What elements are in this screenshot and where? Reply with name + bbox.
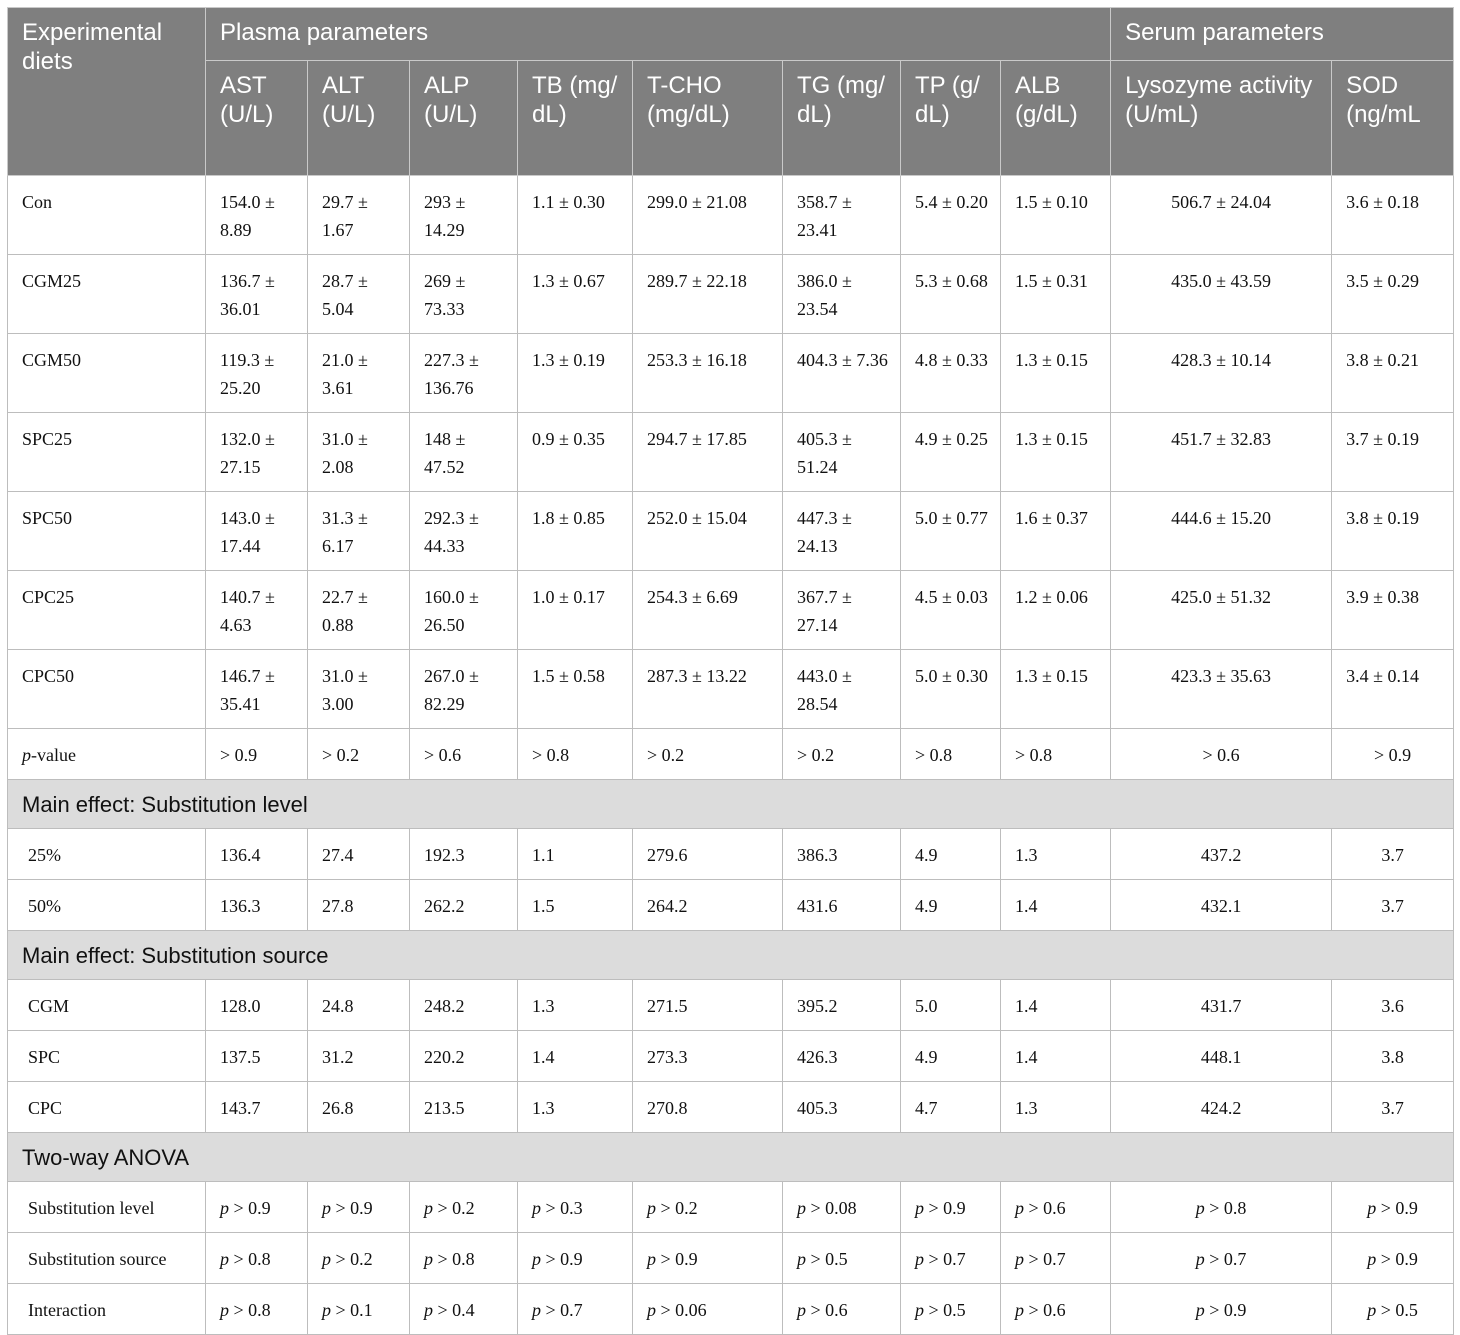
cell-tp (901, 1182, 1001, 1233)
cell-tb: 1.0 ± 0.17 (518, 571, 633, 650)
row-label: 50% (8, 880, 206, 931)
cell-tg (783, 1233, 901, 1284)
cell-ast: 136.3 (206, 880, 308, 931)
cell-sod (1332, 1284, 1454, 1335)
cell-sod: 3.6 ± 0.18 (1332, 176, 1454, 255)
row-label-diet: CPC25 (8, 571, 206, 650)
cell-ast: 146.7 ± 35.41 (206, 650, 308, 729)
cell-sod: 3.4 ± 0.14 (1332, 650, 1454, 729)
section-heading: Main effect: Substitution level (8, 780, 1454, 829)
p-threshold: > 0.06 (660, 1300, 707, 1320)
cell-sod (1332, 1182, 1454, 1233)
column-header-alt: ALT (U/L) (308, 61, 410, 176)
p-symbol: p (915, 1300, 924, 1320)
cell-alb: 1.2 ± 0.06 (1001, 571, 1111, 650)
cell-sod: 3.8 ± 0.21 (1332, 334, 1454, 413)
cell-tg: > 0.2 (783, 729, 901, 780)
cell-tp: 5.0 ± 0.30 (901, 650, 1001, 729)
cell-tp: 5.3 ± 0.68 (901, 255, 1001, 334)
cell-alt: 31.3 ± 6.17 (308, 492, 410, 571)
cell-alb (1001, 1182, 1111, 1233)
p-symbol: p (915, 1198, 924, 1218)
cell-alt (308, 1233, 410, 1284)
p-threshold: > 0.6 (810, 1300, 848, 1320)
p-threshold: > 0.9 (1209, 1300, 1247, 1320)
p-symbol: p (424, 1198, 433, 1218)
row-label: SPC (8, 1031, 206, 1082)
cell-t-cho: 264.2 (633, 880, 783, 931)
cell-tp: 4.9 (901, 880, 1001, 931)
cell-tg: 358.7 ± 23.41 (783, 176, 901, 255)
cell-alt (308, 1182, 410, 1233)
cell-sod: 3.7 (1332, 1082, 1454, 1133)
p-symbol: p (1367, 1249, 1377, 1269)
cell-tp: 4.9 (901, 1031, 1001, 1082)
cell-tb: 1.4 (518, 1031, 633, 1082)
row-label-diet: CGM50 (8, 334, 206, 413)
cell-alb: 1.3 (1001, 829, 1111, 880)
p-symbol: p (647, 1300, 656, 1320)
p-threshold: > 0.8 (437, 1249, 475, 1269)
cell-tb: 1.3 ± 0.19 (518, 334, 633, 413)
cell-lysozyme (1111, 1182, 1332, 1233)
cell-lysozyme: 435.0 ± 43.59 (1111, 255, 1332, 334)
cell-alt: 29.7 ± 1.67 (308, 176, 410, 255)
cell-alp: > 0.6 (410, 729, 518, 780)
cell-lysozyme: 428.3 ± 10.14 (1111, 334, 1332, 413)
p-threshold: > 0.9 (545, 1249, 583, 1269)
cell-sod: 3.6 (1332, 980, 1454, 1031)
cell-ast: 143.7 (206, 1082, 308, 1133)
cell-sod: 3.7 (1332, 829, 1454, 880)
table-row (8, 334, 1454, 413)
pvalue-label-italic: p (22, 745, 31, 765)
cell-tp: 4.7 (901, 1082, 1001, 1133)
p-threshold: > 0.9 (1380, 1249, 1418, 1269)
header-serum-parameters: Serum parameters (1111, 8, 1454, 61)
p-symbol: p (647, 1249, 656, 1269)
cell-tg: 404.3 ± 7.36 (783, 334, 901, 413)
cell-lysozyme: 425.0 ± 51.32 (1111, 571, 1332, 650)
row-label-diet: CPC50 (8, 650, 206, 729)
cell-tb (518, 1284, 633, 1335)
p-symbol: p (532, 1300, 541, 1320)
cell-alp: 227.3 ± 136.76 (410, 334, 518, 413)
cell-alt: 27.8 (308, 880, 410, 931)
cell-alp (410, 1233, 518, 1284)
cell-alt: 31.0 ± 3.00 (308, 650, 410, 729)
cell-alb: 1.4 (1001, 880, 1111, 931)
cell-lysozyme: 506.7 ± 24.04 (1111, 176, 1332, 255)
section-heading: Main effect: Substitution source (8, 931, 1454, 980)
row-label: Substitution source (8, 1233, 206, 1284)
table-row (8, 880, 1454, 931)
cell-tg: 426.3 (783, 1031, 901, 1082)
cell-alb (1001, 1284, 1111, 1335)
p-symbol: p (532, 1198, 541, 1218)
cell-alt: 22.7 ± 0.88 (308, 571, 410, 650)
cell-alp (410, 1182, 518, 1233)
cell-alp (410, 1284, 518, 1335)
cell-sod: 3.8 (1332, 1031, 1454, 1082)
cell-tp: 4.8 ± 0.33 (901, 334, 1001, 413)
cell-alb: 1.6 ± 0.37 (1001, 492, 1111, 571)
header-plasma-parameters: Plasma parameters (206, 8, 1111, 61)
cell-alb: 1.4 (1001, 1031, 1111, 1082)
cell-alt: 26.8 (308, 1082, 410, 1133)
p-symbol: p (424, 1249, 433, 1269)
p-symbol: p (797, 1198, 806, 1218)
table-row-anova (8, 1284, 1454, 1335)
cell-tp: 5.4 ± 0.20 (901, 176, 1001, 255)
cell-t-cho: 289.7 ± 22.18 (633, 255, 783, 334)
table-row (8, 255, 1454, 334)
p-symbol: p (797, 1300, 806, 1320)
cell-sod: 3.5 ± 0.29 (1332, 255, 1454, 334)
table-row (8, 829, 1454, 880)
p-threshold: > 0.8 (233, 1300, 271, 1320)
p-symbol: p (220, 1249, 229, 1269)
cell-alt: 24.8 (308, 980, 410, 1031)
cell-t-cho (633, 1284, 783, 1335)
cell-sod: 3.9 ± 0.38 (1332, 571, 1454, 650)
cell-ast: 128.0 (206, 980, 308, 1031)
cell-tg: 386.0 ± 23.54 (783, 255, 901, 334)
cell-alb: 1.3 ± 0.15 (1001, 334, 1111, 413)
header-experimental-diets: Experimental diets (8, 8, 206, 176)
cell-t-cho: > 0.2 (633, 729, 783, 780)
cell-tg: 367.7 ± 27.14 (783, 571, 901, 650)
cell-tg: 443.0 ± 28.54 (783, 650, 901, 729)
p-symbol: p (1195, 1300, 1205, 1320)
column-header-tb: TB (mg/ dL) (518, 61, 633, 176)
column-header-tg: TG (mg/ dL) (783, 61, 901, 176)
cell-ast (206, 1182, 308, 1233)
cell-alp: 148 ± 47.52 (410, 413, 518, 492)
cell-alt: 28.7 ± 5.04 (308, 255, 410, 334)
table-row (8, 492, 1454, 571)
cell-alp: 220.2 (410, 1031, 518, 1082)
cell-alp: 262.2 (410, 880, 518, 931)
cell-alp: 293 ± 14.29 (410, 176, 518, 255)
cell-t-cho (633, 1182, 783, 1233)
p-symbol: p (532, 1249, 541, 1269)
table-row-anova (8, 1233, 1454, 1284)
p-threshold: > 0.2 (437, 1198, 475, 1218)
row-label-diet: SPC25 (8, 413, 206, 492)
cell-alb: 1.3 ± 0.15 (1001, 650, 1111, 729)
cell-t-cho: 294.7 ± 17.85 (633, 413, 783, 492)
cell-alp: 269 ± 73.33 (410, 255, 518, 334)
cell-tp: 4.9 ± 0.25 (901, 413, 1001, 492)
p-threshold: > 0.7 (928, 1249, 966, 1269)
p-threshold: > 0.5 (810, 1249, 848, 1269)
p-threshold: > 0.7 (1028, 1249, 1066, 1269)
cell-t-cho: 252.0 ± 15.04 (633, 492, 783, 571)
cell-tp (901, 1233, 1001, 1284)
p-symbol: p (1015, 1249, 1024, 1269)
p-threshold: > 0.5 (1380, 1300, 1418, 1320)
cell-t-cho: 273.3 (633, 1031, 783, 1082)
cell-tg: 405.3 ± 51.24 (783, 413, 901, 492)
cell-tp: 5.0 (901, 980, 1001, 1031)
cell-alp: 213.5 (410, 1082, 518, 1133)
column-header-alb: ALB (g/dL) (1001, 61, 1111, 176)
section-row-level (8, 780, 1454, 829)
p-threshold: > 0.3 (545, 1198, 583, 1218)
cell-lysozyme: 437.2 (1111, 829, 1332, 880)
table-row-anova (8, 1182, 1454, 1233)
cell-tb: 0.9 ± 0.35 (518, 413, 633, 492)
p-symbol: p (1015, 1300, 1024, 1320)
row-label: CPC (8, 1082, 206, 1133)
p-threshold: > 0.2 (335, 1249, 373, 1269)
cell-alp: 248.2 (410, 980, 518, 1031)
cell-tb: 1.5 ± 0.58 (518, 650, 633, 729)
p-threshold: > 0.9 (335, 1198, 373, 1218)
p-symbol: p (1195, 1249, 1205, 1269)
p-threshold: > 0.9 (233, 1198, 271, 1218)
cell-ast: > 0.9 (206, 729, 308, 780)
section-row-source (8, 931, 1454, 980)
column-header-sod: SOD (ng/mL (1332, 61, 1454, 176)
cell-alt: 21.0 ± 3.61 (308, 334, 410, 413)
cell-ast: 140.7 ± 4.63 (206, 571, 308, 650)
p-threshold: > 0.8 (1209, 1198, 1247, 1218)
cell-tg: 395.2 (783, 980, 901, 1031)
cell-tb: > 0.8 (518, 729, 633, 780)
p-threshold: > 0.1 (335, 1300, 373, 1320)
cell-alb (1001, 1233, 1111, 1284)
p-threshold: > 0.7 (545, 1300, 583, 1320)
p-symbol: p (424, 1300, 433, 1320)
cell-sod: 3.7 ± 0.19 (1332, 413, 1454, 492)
cell-alb: 1.3 (1001, 1082, 1111, 1133)
row-label-pvalue (8, 729, 206, 780)
column-header-tp: TP (g/ dL) (901, 61, 1001, 176)
table-row (8, 650, 1454, 729)
cell-alt: 27.4 (308, 829, 410, 880)
cell-tp: 5.0 ± 0.77 (901, 492, 1001, 571)
table-row (8, 980, 1454, 1031)
cell-alt: > 0.2 (308, 729, 410, 780)
results-table (7, 7, 1454, 1335)
cell-t-cho: 253.3 ± 16.18 (633, 334, 783, 413)
cell-ast: 132.0 ± 27.15 (206, 413, 308, 492)
cell-t-cho: 287.3 ± 13.22 (633, 650, 783, 729)
cell-ast: 136.4 (206, 829, 308, 880)
p-symbol: p (322, 1198, 331, 1218)
cell-alp: 160.0 ± 26.50 (410, 571, 518, 650)
column-header-ast: AST (U/L) (206, 61, 308, 176)
cell-lysozyme: 424.2 (1111, 1082, 1332, 1133)
p-symbol: p (322, 1300, 331, 1320)
row-label: 25% (8, 829, 206, 880)
cell-tb: 1.1 ± 0.30 (518, 176, 633, 255)
cell-t-cho: 279.6 (633, 829, 783, 880)
cell-t-cho (633, 1233, 783, 1284)
p-symbol: p (1367, 1300, 1377, 1320)
cell-lysozyme: 444.6 ± 15.20 (1111, 492, 1332, 571)
cell-t-cho: 270.8 (633, 1082, 783, 1133)
cell-tb: 1.3 (518, 980, 633, 1031)
p-threshold: > 0.6 (1028, 1198, 1066, 1218)
row-label-diet: SPC50 (8, 492, 206, 571)
cell-alb: 1.3 ± 0.15 (1001, 413, 1111, 492)
p-threshold: > 0.2 (660, 1198, 698, 1218)
cell-tp: > 0.8 (901, 729, 1001, 780)
cell-lysozyme: 451.7 ± 32.83 (1111, 413, 1332, 492)
p-threshold: > 0.8 (233, 1249, 271, 1269)
cell-tp: 4.5 ± 0.03 (901, 571, 1001, 650)
p-threshold: > 0.9 (1380, 1198, 1418, 1218)
section-heading: Two-way ANOVA (8, 1133, 1454, 1182)
column-header-lysozyme: Lysozyme activity (U/mL) (1111, 61, 1332, 176)
table-row (8, 571, 1454, 650)
p-threshold: > 0.9 (660, 1249, 698, 1269)
table-row (8, 176, 1454, 255)
cell-sod: 3.7 (1332, 880, 1454, 931)
p-symbol: p (220, 1300, 229, 1320)
cell-alp: 192.3 (410, 829, 518, 880)
p-threshold: > 0.08 (810, 1198, 857, 1218)
cell-lysozyme: 448.1 (1111, 1031, 1332, 1082)
p-threshold: > 0.6 (1028, 1300, 1066, 1320)
cell-alt (308, 1284, 410, 1335)
cell-t-cho: 271.5 (633, 980, 783, 1031)
cell-lysozyme: 423.3 ± 35.63 (1111, 650, 1332, 729)
cell-ast (206, 1233, 308, 1284)
p-threshold: > 0.4 (437, 1300, 475, 1320)
p-threshold: > 0.5 (928, 1300, 966, 1320)
cell-alb: 1.4 (1001, 980, 1111, 1031)
cell-ast: 154.0 ± 8.89 (206, 176, 308, 255)
cell-tb: 1.1 (518, 829, 633, 880)
p-symbol: p (220, 1198, 229, 1218)
cell-lysozyme: 432.1 (1111, 880, 1332, 931)
column-header-alp: ALP (U/L) (410, 61, 518, 176)
cell-ast (206, 1284, 308, 1335)
cell-ast: 143.0 ± 17.44 (206, 492, 308, 571)
p-symbol: p (647, 1198, 656, 1218)
cell-tg: 405.3 (783, 1082, 901, 1133)
cell-t-cho: 299.0 ± 21.08 (633, 176, 783, 255)
table-row (8, 1082, 1454, 1133)
p-threshold: > 0.7 (1209, 1249, 1247, 1269)
cell-ast: 137.5 (206, 1031, 308, 1082)
cell-lysozyme (1111, 1233, 1332, 1284)
cell-tb: 1.3 ± 0.67 (518, 255, 633, 334)
cell-sod (1332, 1233, 1454, 1284)
row-label-diet: CGM25 (8, 255, 206, 334)
cell-tb (518, 1233, 633, 1284)
p-threshold: > 0.9 (928, 1198, 966, 1218)
p-symbol: p (797, 1249, 806, 1269)
cell-tb: 1.3 (518, 1082, 633, 1133)
cell-tg (783, 1284, 901, 1335)
pvalue-label-rest: -value (31, 745, 76, 765)
row-label-diet: Con (8, 176, 206, 255)
cell-alb: > 0.8 (1001, 729, 1111, 780)
table-row (8, 1031, 1454, 1082)
cell-alt: 31.0 ± 2.08 (308, 413, 410, 492)
cell-lysozyme: > 0.6 (1111, 729, 1332, 780)
p-symbol: p (915, 1249, 924, 1269)
cell-sod: 3.8 ± 0.19 (1332, 492, 1454, 571)
row-label: CGM (8, 980, 206, 1031)
cell-tg: 447.3 ± 24.13 (783, 492, 901, 571)
column-header-t-cho: T-CHO (mg/dL) (633, 61, 783, 176)
cell-alb: 1.5 ± 0.10 (1001, 176, 1111, 255)
cell-ast: 136.7 ± 36.01 (206, 255, 308, 334)
row-label: Substitution level (8, 1182, 206, 1233)
cell-ast: 119.3 ± 25.20 (206, 334, 308, 413)
cell-alp: 267.0 ± 82.29 (410, 650, 518, 729)
p-symbol: p (1015, 1198, 1024, 1218)
cell-sod: > 0.9 (1332, 729, 1454, 780)
cell-lysozyme: 431.7 (1111, 980, 1332, 1031)
cell-t-cho: 254.3 ± 6.69 (633, 571, 783, 650)
cell-alp: 292.3 ± 44.33 (410, 492, 518, 571)
cell-tp: 4.9 (901, 829, 1001, 880)
cell-tg: 431.6 (783, 880, 901, 931)
row-label: Interaction (8, 1284, 206, 1335)
table-row-pvalue (8, 729, 1454, 780)
p-symbol: p (322, 1249, 331, 1269)
p-symbol: p (1367, 1198, 1377, 1218)
cell-tb (518, 1182, 633, 1233)
cell-tg (783, 1182, 901, 1233)
cell-tb: 1.8 ± 0.85 (518, 492, 633, 571)
cell-tp (901, 1284, 1001, 1335)
cell-alb: 1.5 ± 0.31 (1001, 255, 1111, 334)
cell-tb: 1.5 (518, 880, 633, 931)
p-symbol: p (1195, 1198, 1205, 1218)
cell-alt: 31.2 (308, 1031, 410, 1082)
cell-lysozyme (1111, 1284, 1332, 1335)
table-row (8, 413, 1454, 492)
cell-tg: 386.3 (783, 829, 901, 880)
section-row-anova (8, 1133, 1454, 1182)
